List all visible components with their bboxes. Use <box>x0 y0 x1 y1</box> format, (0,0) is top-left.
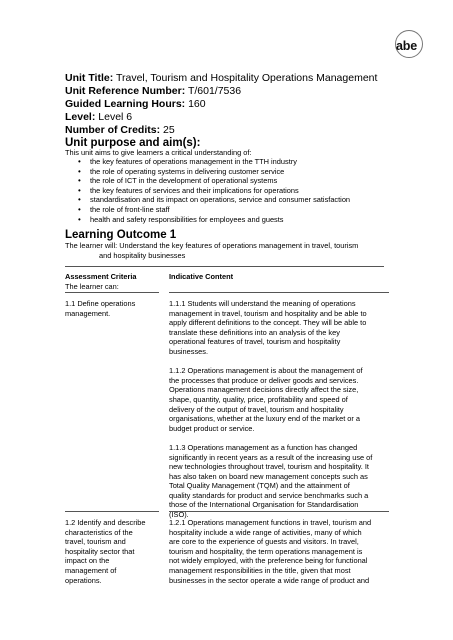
purpose-intro: This unit aims to give learners a critical understanding of: <box>65 148 252 157</box>
purpose-bullet: • the key features of services and their implications for operations <box>90 186 350 196</box>
col1-header <box>65 272 165 291</box>
col2-head: Indicative Content <box>169 272 234 281</box>
credits-label: Number of Credits: <box>65 124 161 136</box>
credits-line <box>65 124 377 137</box>
content-paragraph: 1.2.1 Operations management functions in travel, tourism and hospitality include a wide range of activities, many of which are core to the experience of guests and visitors. In travel, tourism and hospitality, the term operations management is not widely employed, with the preference being for functional management responsibilities in the title, given that most businesses in the sector operate a wide range of product and <box>169 518 372 585</box>
unit-ref-label: Unit Reference Number: <box>65 85 186 97</box>
unit-meta <box>65 72 377 137</box>
col1-head: Assessment Criteria <box>65 272 137 281</box>
content-paragraph: 1.1.1 Students will understand the meaning of operations management in travel, tourism and hospitality and be able to apply different definitions to the concept. They will be able to translate these definitions into an analysis of the key operational features of travel, tourism and hospitality businesses. <box>169 299 367 356</box>
purpose-heading: Unit purpose and aim(s): <box>65 137 201 149</box>
purpose-bullet: • the role of ICT in the development of operational systems <box>90 176 350 186</box>
unit-title-line <box>65 72 377 85</box>
level: Level 6 <box>98 111 133 123</box>
logo-text: abe <box>396 39 417 53</box>
row-1-rule-right <box>169 511 389 512</box>
col1-header-rule <box>65 292 159 293</box>
col1-sub: The learner can: <box>65 281 119 291</box>
outcome-line-2: and hospitality businesses <box>99 251 186 260</box>
content-paragraph: 1.1.3 Operations management as a function has changed significantly in recent years as a result of the increasing use of new technologies throughout travel, tourism and hospitality. It has also taken on board new management concepts such as Total Quality Management (TQM) and the attainment of quality standards for product and service benchmarks such a those of the International Organisation for Standardisation (ISO). <box>169 442 373 520</box>
unit-ref-line <box>65 85 377 98</box>
criteria-text: 1.1 Define operations management. <box>65 299 136 318</box>
purpose-bullet: • standardisation and its impact on operations, service and consumer satisfaction <box>90 195 350 205</box>
level-line <box>65 111 377 124</box>
purpose-bullet: • health and safety responsibilities for employees and guests <box>90 215 350 225</box>
hours-line <box>65 98 377 111</box>
criteria-text: 1.2 Identify and describe characteristics of the travel, tourism and hospitality sector that impact on the management of operations. <box>65 518 146 585</box>
unit-title-label: Unit Title: <box>65 72 114 84</box>
credits: 25 <box>163 124 175 136</box>
purpose-bullet: • the key features of operations management in the TTH industry <box>90 157 350 167</box>
unit-title: Travel, Tourism and Hospitality Operations Management <box>115 72 378 84</box>
purpose-bullet: • the role of operating systems in delivering customer service <box>90 167 350 177</box>
purpose-bullet: • the role of front-line staff <box>90 205 350 215</box>
level-label: Level: <box>65 111 96 123</box>
table-row-1-content <box>169 299 389 520</box>
table-row-2-criteria <box>65 518 165 585</box>
outcome-heading: Learning Outcome 1 <box>65 229 177 241</box>
table-row-1-criteria <box>65 299 165 318</box>
content-paragraph: 1.1.2 Operations management is about the management of the processes that produce or deliver goods and services. Operations management decisions directly affect the size, shape, quantity, quality, price, profitability and speed of delivery of the output of travel, tourism and hospitality organisations, whether at the luxury end of the market or a budget product or service. <box>169 366 363 433</box>
col2-header-rule <box>169 292 389 293</box>
row-1-rule-left <box>65 511 159 512</box>
hours: 160 <box>188 98 206 110</box>
col2-header <box>169 272 389 282</box>
hours-label: Guided Learning Hours: <box>65 98 186 110</box>
table-top-rule <box>65 266 384 267</box>
table-row-2-content <box>169 518 389 585</box>
outcome-line-1: The learner will: Understand the key features of operations management in travel, tourism <box>65 241 359 250</box>
unit-ref: T/601/7536 <box>187 85 242 97</box>
purpose-list <box>90 157 350 224</box>
abe-logo <box>377 30 423 64</box>
